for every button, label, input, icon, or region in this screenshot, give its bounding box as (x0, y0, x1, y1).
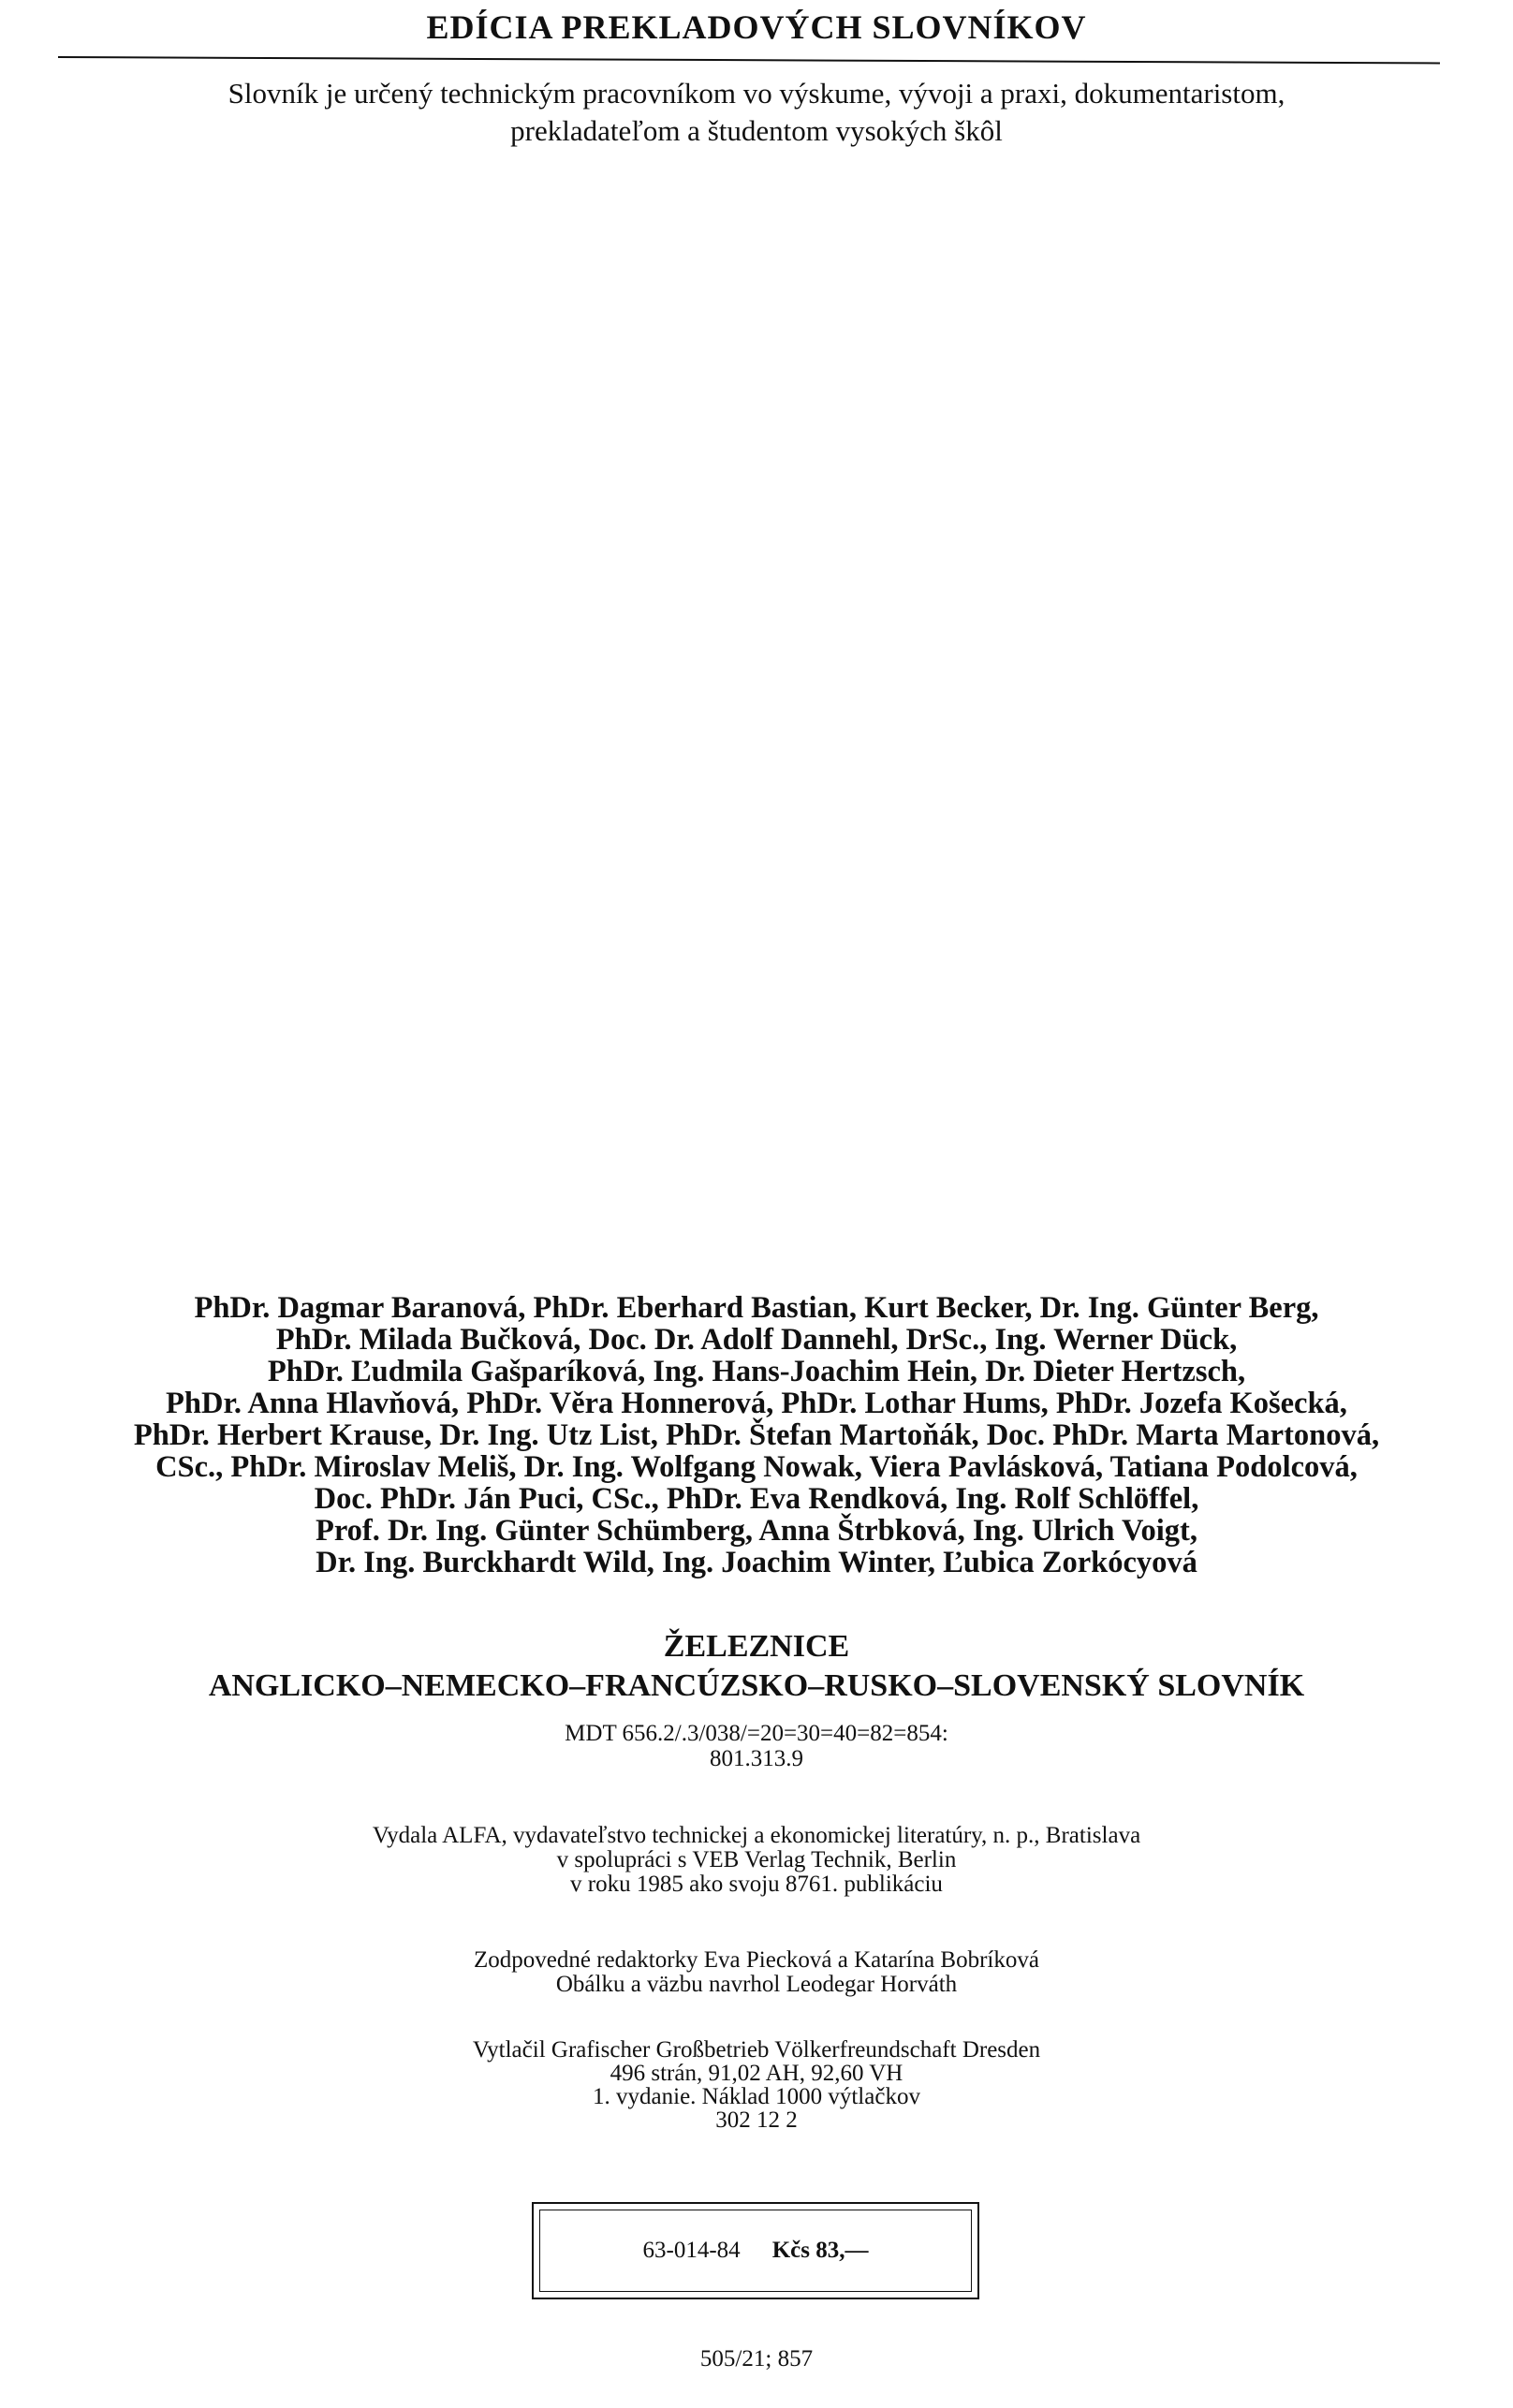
price-box-inner (539, 2210, 972, 2292)
catalog-code: 63-014-84 (642, 2238, 741, 2263)
publisher-line: v spolupráci s VEB Verlag Technik, Berlin (556, 1847, 957, 1872)
publisher-line: v roku 1985 ako svoju 8761. publikáciu (570, 1872, 943, 1897)
intro-line: Slovník je určený technickým pracovníkom vo výskume, vývoji a praxi, dokumentaristom, (228, 77, 1285, 110)
publisher-info (0, 1824, 1513, 1897)
intro-text (0, 75, 1513, 150)
header-rule (58, 56, 1440, 64)
editors-line: Obálku a väzbu navrhol Leodegar Horváth (555, 1972, 958, 1997)
price-box (532, 2202, 979, 2299)
mdt-line: MDT 656.2/.3/038/=20=30=40=82=854: (565, 1721, 948, 1746)
author-line: PhDr. Herbert Krause, Dr. Ing. Utz List, PhDr. Štefan Martoňák, Doc. PhDr. Marta Martonová, (133, 1418, 1380, 1452)
series-title: EDÍCIA PREKLADOVÝCH SLOVNÍKOV (426, 8, 1087, 46)
author-line: CSc., PhDr. Miroslav Meliš, Dr. Ing. Wolfgang Nowak, Viera Pavlásková, Tatiana Podolcová, (155, 1450, 1358, 1484)
printer-line: Vytlačil Grafischer Großbetrieb Völkerfreundschaft Dresden (472, 2037, 1041, 2063)
printer-info (0, 2038, 1513, 2132)
price: Kčs 83,— (771, 2238, 869, 2263)
author-line: PhDr. Ľudmila Gašparíková, Ing. Hans-Joachim Hein, Dr. Dieter Hertzsch, (267, 1355, 1246, 1388)
book-title (0, 1627, 1513, 1706)
printer-line: 496 strán, 91,02 AH, 92,60 VH (610, 2061, 903, 2086)
author-line: Dr. Ing. Burckhardt Wild, Ing. Joachim Winter, Ľubica Zorkócyová (316, 1546, 1197, 1579)
book-subtitle: ANGLICKO–NEMECKO–FRANCÚZSKO–RUSKO–SLOVENSKÝ SLOVNÍK (208, 1668, 1305, 1703)
footer-code: 505/21; 857 (699, 2346, 814, 2371)
editors-line: Zodpovedné redaktorky Eva Piecková a Katarína Bobríková (474, 1947, 1039, 1973)
author-line: PhDr. Dagmar Baranová, PhDr. Eberhard Bastian, Kurt Becker, Dr. Ing. Günter Berg, (194, 1291, 1319, 1325)
mdt-classification (0, 1721, 1513, 1771)
printer-line: 302 12 2 (715, 2107, 798, 2133)
author-line: PhDr. Milada Bučková, Doc. Dr. Adolf Dannehl, DrSc., Ing. Werner Dück, (275, 1323, 1238, 1357)
author-list (0, 1292, 1513, 1578)
publisher-line: Vydala ALFA, vydavateľstvo technickej a ekonomickej literatúry, n. p., Bratislava (372, 1823, 1141, 1848)
mdt-line: 801.313.9 (710, 1746, 803, 1771)
editors-info (0, 1948, 1513, 1997)
author-line: PhDr. Anna Hlavňová, PhDr. Věra Honnerová, PhDr. Lothar Hums, PhDr. Jozefa Košecká, (166, 1387, 1347, 1420)
author-line: Prof. Dr. Ing. Günter Schümberg, Anna Štrbková, Ing. Ulrich Voigt, (315, 1514, 1198, 1548)
printer-line: 1. vydanie. Náklad 1000 výtlačkov (593, 2084, 920, 2109)
book-title-main: ŽELEZNICE (663, 1629, 850, 1664)
author-line: Doc. PhDr. Ján Puci, CSc., PhDr. Eva Rendková, Ing. Rolf Schlöffel, (314, 1482, 1199, 1516)
intro-line: prekladateľom a študentom vysokých škôl (510, 114, 1003, 147)
